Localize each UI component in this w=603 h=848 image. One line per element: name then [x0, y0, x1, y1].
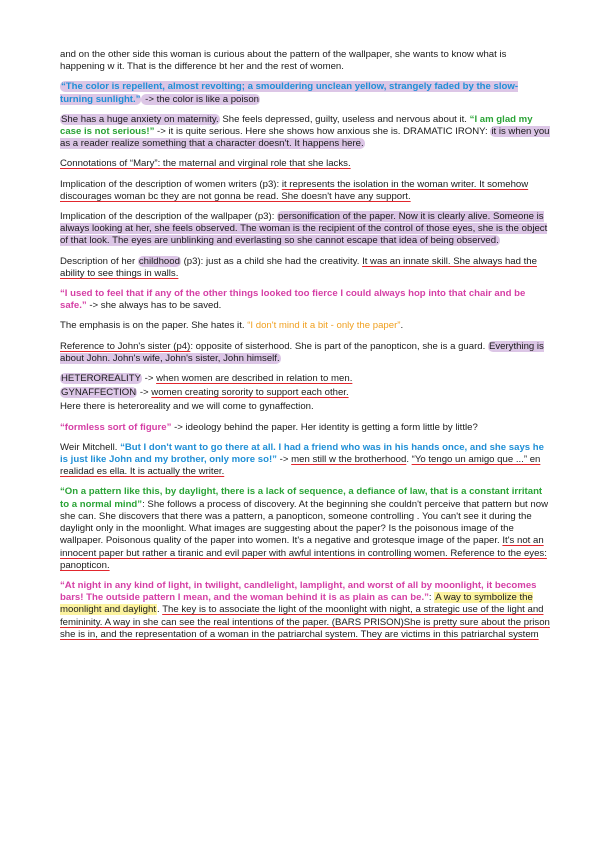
note-paragraph: [60, 422, 550, 434]
highlighted-segment: Everything is about John. John's wife, John's sister, John himself.: [60, 340, 544, 364]
quote-segment: “formless sort of figure”: [60, 421, 172, 433]
note-paragraph: [60, 256, 550, 280]
note-paragraph: [60, 387, 550, 399]
underlined-segment: when women are described in relation to men.: [156, 373, 353, 385]
underlined-segment: women creating sorority to support each other.: [151, 387, 349, 399]
note-paragraph: [60, 211, 550, 248]
highlighted-segment: HETEROREALITY: [61, 373, 141, 385]
quote-segment: “I am glad my case is not serious!”: [60, 113, 533, 138]
note-paragraph: [60, 486, 550, 571]
text-segment: She feels depressed, guilty, useless and nervous about it.: [219, 113, 470, 125]
text-segment: : opposite of sisterhood. She is part of the panopticon, she is a guard.: [190, 340, 488, 352]
text-segment: .: [400, 320, 404, 332]
text-segment: .: [406, 454, 412, 466]
highlighted-segment: personification of the paper. Now it is clearly alive. Someone is always looking at her, she feels observed. The woman is the recipient of the control of those eyes, she is the object of that look. The eyes are unblinking and everlasting so she cannot escape that idea of being observed.: [60, 211, 548, 247]
quote-segment: “I don't mind it a bit - only the paper”: [247, 320, 401, 332]
note-paragraph: [60, 373, 550, 385]
note-paragraph: [60, 49, 550, 73]
underlined-segment: The key is to associate the light of the moonlight with night, a strategic use of the light and femininity. A way in she can see the real intentions of the paper. (BARS PRISON)She is pretty sure about the prison she is in, and the representation of a woman in the patriarchal system. They are victims in this patriarchal system: [60, 604, 550, 640]
quote-segment: “The color is repellent, almost revolting; a smouldering unclean yellow, strangely faded by the slow-turning sunlight.”: [60, 81, 519, 105]
underlined-segment: It's not an innocent paper but rather a tiranic and evil paper with awful intentions in controlling women. Reference to the eyes: panopticon.: [60, 535, 547, 571]
text-segment: ->: [137, 387, 152, 399]
text-segment: Description of her: [60, 255, 138, 267]
text-segment: Here there is heteroreality and we will come to gynaffection.: [60, 401, 314, 413]
note-paragraph: [60, 442, 550, 479]
quote-segment: “At night in any kind of light, in twilight, candlelight, lamplight, and worst of all by moonlight, it becomes bars! The outside pattern I mean, and the woman behind it is as plain as can be.”: [60, 579, 537, 604]
text-segment: (p3): just as a child she had the creativity.: [180, 255, 363, 267]
note-paragraph: [60, 320, 550, 332]
text-segment: Implication of the description of women writers (p3):: [60, 178, 282, 190]
underlined-segment: It was an innate skill. She always had the ability to see things in walls.: [60, 255, 537, 279]
highlighted-segment: it is when you as a reader realize something that a character doesn't. It happens here.: [60, 126, 550, 150]
notes-body: [60, 49, 550, 649]
note-paragraph: [60, 288, 550, 312]
note-paragraph: [60, 401, 550, 413]
text-segment: -> it is quite serious. Here she shows how anxious she is. DRAMATIC IRONY:: [154, 126, 491, 138]
note-paragraph: [60, 114, 550, 151]
highlighted-segment: GYNAFFECTION: [61, 387, 137, 399]
underlined-segment: Connotations of “Mary”: the maternal and virginal role that she lacks.: [60, 158, 351, 170]
note-paragraph: [60, 158, 550, 170]
highlighted-segment: -> the color is like a poison: [142, 93, 259, 105]
text-segment: ->: [141, 373, 157, 385]
text-segment: : She follows a process of discovery. At the beginning she couldn't perceive that pattern but now she can. She discovers that there was a pattern, a panopticon, someone controlling . You can't see it during the daylight only in the moonlight. What images are suggesting about the paper? Is the poisonous image of the wallpaper. Poisonous quality of the paper into women. It's a negative and grotesque image of the paper.: [60, 498, 548, 547]
quote-segment: “But I don't want to go there at all. I had a friend who was in his hands once, and she says he is just like John and my brother, only more so!”: [60, 441, 545, 466]
text-segment: .: [157, 604, 163, 616]
note-paragraph: [60, 179, 550, 203]
text-segment: ->: [276, 454, 292, 466]
text-segment: and on the other side this woman is curious about the pattern of the wallpaper, she wants to know what is happening w it. That is the difference bt her and the rest of women.: [60, 49, 507, 73]
note-paragraph: [60, 341, 550, 365]
underlined-segment: Reference to John's sister (p4): [60, 340, 191, 352]
highlighted-segment: She has a huge anxiety on maternity.: [61, 113, 219, 125]
text-segment: :: [428, 592, 435, 604]
note-paragraph: [60, 81, 550, 105]
text-segment: -> she always has to be saved.: [86, 300, 222, 312]
text-segment: The emphasis is on the paper. She hates it.: [60, 320, 248, 332]
underlined-segment: it represents the isolation in the woman writer. It somehow discourages woman bc they are not gonna be read. She doesn't have any support.: [60, 178, 529, 202]
underlined-segment: men still w the brotherhood: [291, 454, 407, 466]
highlighted-segment: A way to symbolize the moonlight and daylight: [60, 592, 533, 616]
text-segment: Implication of the description of the wallpaper (p3):: [60, 211, 278, 223]
text-segment: -> ideology behind the paper. Her identity is getting a form little by little?: [171, 421, 478, 433]
highlighted-segment: childhood: [138, 255, 180, 267]
quote-segment: “I used to feel that if any of the other things looked too fierce I could always hop into that chair and be safe.”: [60, 288, 526, 312]
quote-segment: “On a pattern like this, by daylight, there is a lack of sequence, a defiance of law, that is a constant irritant to a normal mind”: [60, 486, 543, 510]
note-paragraph: [60, 580, 550, 641]
underlined-segment: “Yo tengo un amigo que ...” en realidad es ella. It is actually the writer.: [60, 454, 541, 478]
text-segment: Weir Mitchell.: [60, 441, 121, 453]
